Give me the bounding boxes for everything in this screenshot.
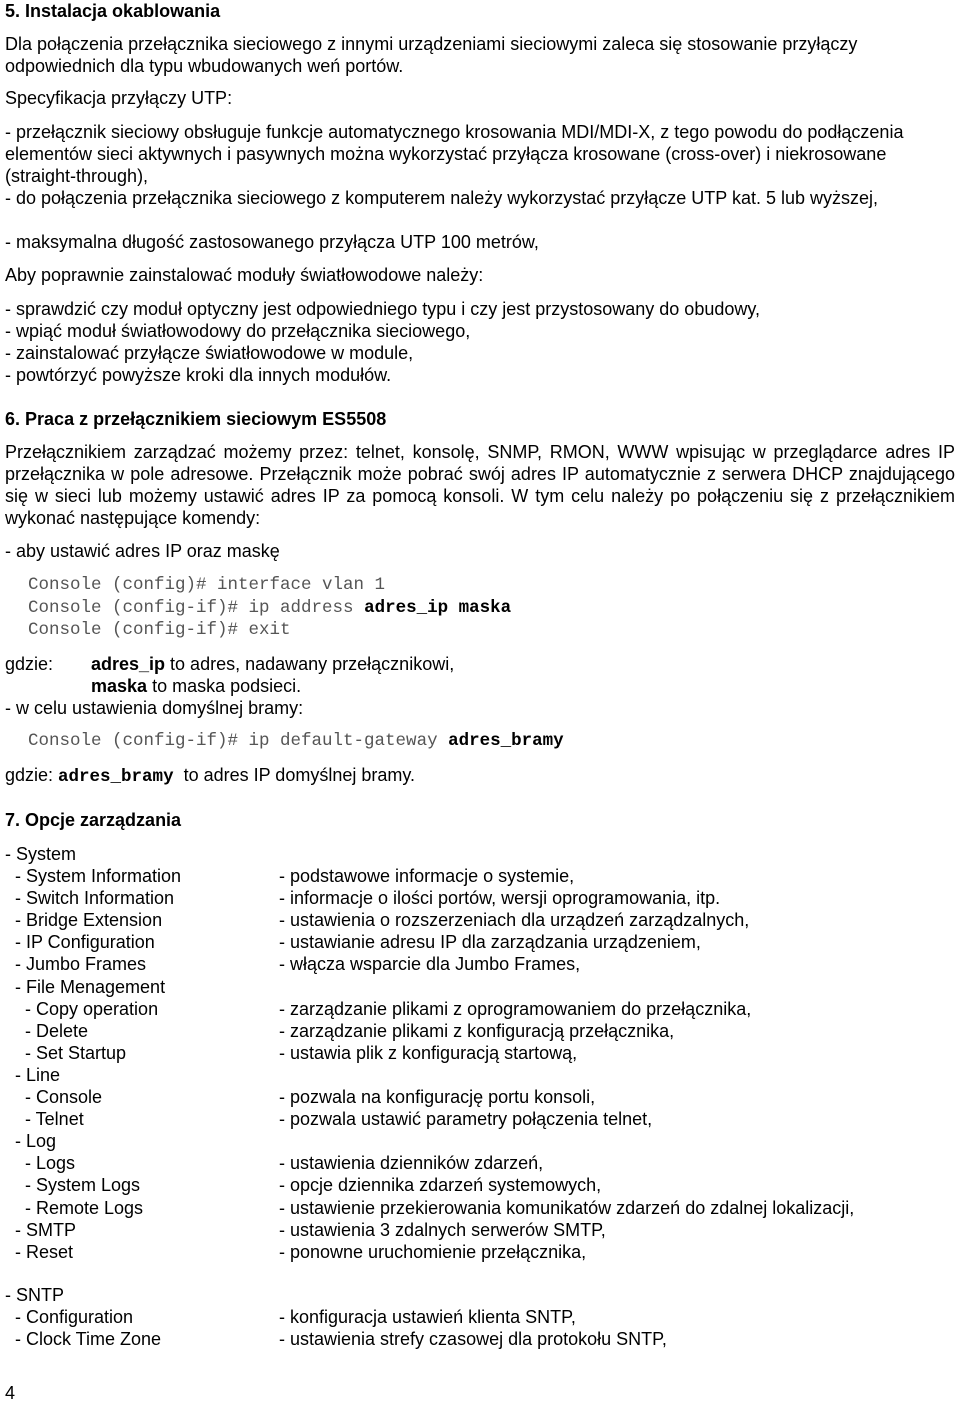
menu-row [5, 1219, 955, 1241]
menu-row [5, 1306, 955, 1328]
section6-title-text: Praca z przełącznikiem sieciowym ES5508 [25, 409, 387, 429]
menu-label: - SMTP [5, 1219, 76, 1240]
menu-label: - Bridge Extension [5, 910, 163, 931]
menu-description: - ustawienia 3 zdalnych serwerów SMTP, [279, 1219, 606, 1240]
menu-description: - ustawia plik z konfiguracją startową, [279, 1042, 578, 1063]
menu-description: - opcje dziennika zdarzeń systemowych, [279, 1175, 602, 1196]
menu-row [5, 1130, 955, 1152]
menu-label: - Line [5, 1064, 61, 1085]
section7-title: 7. Opcje zarządzania [5, 810, 182, 830]
code-line: Console (config-if)# ip address adres_ip maska [28, 597, 512, 618]
menu-description: - konfiguracja ustawień klienta SNTP, [279, 1307, 576, 1328]
menu-row [5, 1020, 955, 1042]
menu-row [5, 1152, 955, 1174]
menu-description: - pozwala na konfigurację portu konsoli, [279, 1087, 596, 1108]
code-line: Console (config-if)# ip default-gateway adres_bramy [28, 731, 564, 751]
fiber-item-2: - wpiąć moduł światłowodowy do przełącznika sieciowego, [5, 321, 471, 341]
menu-description: - pozwala ustawić parametry połączenia telnet, [279, 1109, 653, 1130]
code-arg: adres_bramy [448, 731, 564, 751]
menu-label: - System [5, 844, 77, 864]
section6-intro: Przełącznikiem zarządzać możemy przez: telnet, konsolę, SNMP, RMON, WWW wpisując w przeglądarce adres IP przełącznika w pole adresowe. Przełącznik może pobrać swój adres IP automatycznie z serwera DHCP znajdującego się w sieci lub możemy ustawić adres IP za pomocą konsoli. W tym celu należy po połączeniu się z przełącznikiem wykonać następujące komendy: [5, 442, 955, 528]
page-number: 4 [5, 1383, 16, 1403]
code-arg: adres_ip maska [364, 597, 512, 618]
menu-description: - podstawowe informacje o systemie, [279, 866, 575, 887]
code-block-ip [28, 574, 511, 642]
gdzie-row-1: adres_ip to adres, nadawany przełącznikowi, [91, 654, 455, 674]
code-line: Console (config)# interface vlan 1 [28, 575, 386, 595]
spec-item-3: - maksymalna długość zastosowanego przyłącza UTP 100 metrów, [5, 232, 539, 252]
menu-label: - System Logs [5, 1175, 141, 1196]
menu-row [5, 887, 955, 909]
gateway-label: - w celu ustawienia domyślnej bramy: [5, 698, 304, 718]
spec-title: Specyfikacja przyłączy UTP: [5, 88, 233, 108]
menu-label: - Jumbo Frames [5, 954, 147, 975]
section6-title [5, 408, 386, 430]
menu-label: - Switch Information [5, 888, 175, 909]
menu-label: - Logs [5, 1153, 76, 1174]
menu-label: - Telnet [5, 1109, 84, 1130]
options-menu-2 [5, 1284, 955, 1350]
gdzie-label: gdzie: [5, 654, 54, 674]
menu-label: - File Menagement [5, 976, 166, 997]
menu-description: - ustawienia strefy czasowej dla protokołu SNTP, [279, 1329, 667, 1350]
fiber-item-1: - sprawdzić czy moduł optyczny jest odpowiedniego typu i czy jest przystosowany do obudowy, [5, 299, 761, 319]
code-block-gateway [28, 730, 564, 753]
menu-row [5, 1197, 955, 1219]
menu-label: - Remote Logs [5, 1197, 144, 1218]
menu-row [5, 909, 955, 931]
menu-row [5, 1241, 955, 1263]
fiber-title: Aby poprawnie zainstalować moduły światłowodowe należy: [5, 265, 484, 285]
options-menu-1 [5, 843, 955, 1263]
menu-row [5, 1064, 955, 1086]
menu-description: - ustawienie przekierowania komunikatów zdarzeń do zdalnej lokalizacji, [279, 1197, 855, 1218]
menu-label: - Delete [5, 1020, 89, 1041]
menu-label: - Log [5, 1131, 57, 1152]
gdzie-block [5, 653, 905, 697]
menu-description: - informacje o ilości portów, wersji oprogramowania, itp. [279, 888, 721, 909]
menu-row [5, 865, 955, 887]
section6-title-num: 6. [5, 409, 21, 429]
ip-label: - aby ustawić adres IP oraz maskę [5, 541, 280, 561]
section5-intro: Dla połączenia przełącznika sieciowego z innymi urządzeniami sieciowymi zaleca się stosowanie przyłączy odpowiednich dla typu wbudowanych weń portów. [5, 34, 858, 76]
section5-title: 5. Instalacja okablowania [5, 1, 221, 21]
menu-label: - Reset [5, 1241, 74, 1262]
menu-label: - Copy operation [5, 998, 159, 1019]
menu-label: - System Information [5, 866, 182, 887]
menu-label: - Console [5, 1087, 103, 1108]
menu-label: - SNTP [5, 1285, 65, 1305]
fiber-item-4: - powtórzyć powyższe kroki dla innych modułów. [5, 365, 392, 385]
menu-row [5, 1284, 955, 1306]
gdzie-row-2: maska to maska podsieci. [91, 676, 302, 696]
menu-row [5, 843, 955, 865]
spec-item-2: - do połączenia przełącznika sieciowego z komputerem należy wykorzystać przyłącze UTP kat. 5 lub wyższej, [5, 188, 879, 208]
menu-label: - Set Startup [5, 1042, 127, 1063]
spec-item-1: - przełącznik sieciowy obsługuje funkcje automatycznego krosowania MDI/MDI-X, z tego powodu do podłączenia elementów sieci aktywnych i pasywnych można wykorzystać przyłącza krosowane (cross-over) i niekrosowane (straight-through), [5, 122, 904, 186]
gdzie-gateway: gdzie: adres_bramy to adres IP domyślnej bramy. [5, 765, 416, 787]
menu-description: - włącza wsparcie dla Jumbo Frames, [279, 954, 581, 975]
menu-description: - ustawianie adresu IP dla zarządzania urządzeniem, [279, 932, 701, 953]
fiber-item-3: - zainstalować przyłącze światłowodowe w module, [5, 343, 414, 363]
menu-row [5, 1086, 955, 1108]
menu-description: - ustawienia o rozszerzeniach dla urządzeń zarządzalnych, [279, 910, 750, 931]
menu-row [5, 1042, 955, 1064]
menu-description: - zarządzanie plikami z oprogramowaniem do przełącznika, [279, 998, 752, 1019]
menu-row [5, 976, 955, 998]
menu-label: - IP Configuration [5, 932, 155, 953]
code-line: Console (config-if)# exit [28, 620, 291, 640]
menu-description: - ustawienia dzienników zdarzeń, [279, 1153, 544, 1174]
menu-row [5, 1108, 955, 1130]
menu-row [5, 953, 955, 975]
menu-row [5, 1174, 955, 1196]
menu-row [5, 931, 955, 953]
menu-label: - Clock Time Zone [5, 1329, 162, 1350]
menu-row [5, 1328, 955, 1350]
menu-description: - zarządzanie plikami z konfiguracją przełącznika, [279, 1020, 675, 1041]
menu-description: - ponowne uruchomienie przełącznika, [279, 1241, 587, 1262]
menu-label: - Configuration [5, 1307, 134, 1328]
menu-row [5, 998, 955, 1020]
